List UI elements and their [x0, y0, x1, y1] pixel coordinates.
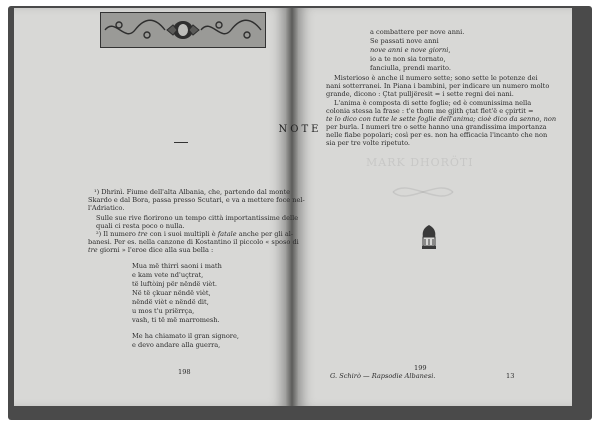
prose-line: nelle fiabe popolari; così per es. non ha efficacia l'incanto che non — [326, 131, 548, 139]
note-line: quali ci resta poco o nulla. — [96, 222, 185, 230]
translation-line: Me ha chiamato il gran signore, — [132, 332, 239, 340]
prose-line: per burla. I numeri tre o sette hanno una grandissima importanza — [326, 123, 547, 131]
decorative-headpiece — [100, 12, 266, 48]
verse-line: nove anni e nove giorni, — [370, 46, 451, 54]
book-gutter — [286, 8, 298, 406]
page-number-left: 198 — [178, 368, 191, 376]
verse-line: fanciulla, prendi marito. — [370, 64, 451, 72]
prose-line: grande, dicono : Çtat pulljëresit = i sette regni dei nani. — [326, 90, 514, 98]
signature-mark: 13 — [506, 372, 515, 380]
verse-line: vash, ti të më marromesh. — [132, 316, 220, 324]
prose-line: te lo dico con tutte le sette foglie dell'anima; cioè dico da senno, non — [326, 115, 557, 123]
verse-line: të luftòinj për nëndë vièt. — [132, 280, 218, 288]
notes-heading: NOTE — [278, 124, 322, 135]
verse-line: u mos t'u priërrça, — [132, 307, 195, 315]
verse-line: io a te non sia tornato, — [370, 55, 446, 63]
prose-line: colonia stessa la frase : t'e thom me gjith çtat flet'ë e çpirtit = — [326, 107, 534, 115]
verse-line: Se passati nove anni — [370, 37, 439, 45]
verse-line: e kam vete nd'uçtrat, — [132, 271, 204, 279]
prose-line: L'anima è composta di sette foglie; ed è comunissima nella — [334, 99, 532, 107]
note-line: ²) Il numero tre con i suoi multipli è fatale anche per gli al- — [96, 230, 294, 238]
verse-line: Në të çkuar nëndë vièt, — [132, 289, 211, 297]
translation-line: e devo andare alla guerra, — [132, 341, 221, 349]
show-through-text: MARK DHORÖTI — [366, 156, 474, 169]
printer-emblem-icon — [420, 224, 438, 250]
prose-line: nani sotterranei. In Piana i bambini, per indicare un numero molto — [326, 82, 550, 90]
note-line: ¹) Dhrinì. Fiume dell'alta Albania, che, partendo dal monte — [94, 188, 291, 196]
note-line: Skardo e dal Bora, passa presso Scutari, e va a mettere foce nel- — [88, 196, 305, 204]
show-through-ornament — [388, 178, 458, 206]
note-line: l'Adriatico. — [88, 204, 125, 212]
verse-line: Mua më thirrì saoni i math — [132, 262, 222, 270]
prose-line: sia per tre volte ripetuto. — [326, 139, 411, 147]
verse-line: nëndë vièt e nëndë dit, — [132, 298, 209, 306]
prose-line: Misterioso è anche il numero sette; sono sette le potenze dei — [334, 74, 538, 82]
page-number-right: 199 — [414, 364, 427, 372]
note-line: tre giorni » l'eroe dice alla sua bella : — [88, 246, 214, 254]
note-line: Sulle sue rive fiorirono un tempo città importantissime delle — [96, 214, 299, 222]
note-line: banesi. Per es. nella canzone di Kostantino il piccolo « sposo di — [88, 238, 299, 246]
heading-rule — [174, 142, 188, 143]
running-footer: G. Schirò — Rapsodie Albanesi. — [330, 372, 436, 380]
verse-line: a combattere per nove anni. — [370, 28, 465, 36]
